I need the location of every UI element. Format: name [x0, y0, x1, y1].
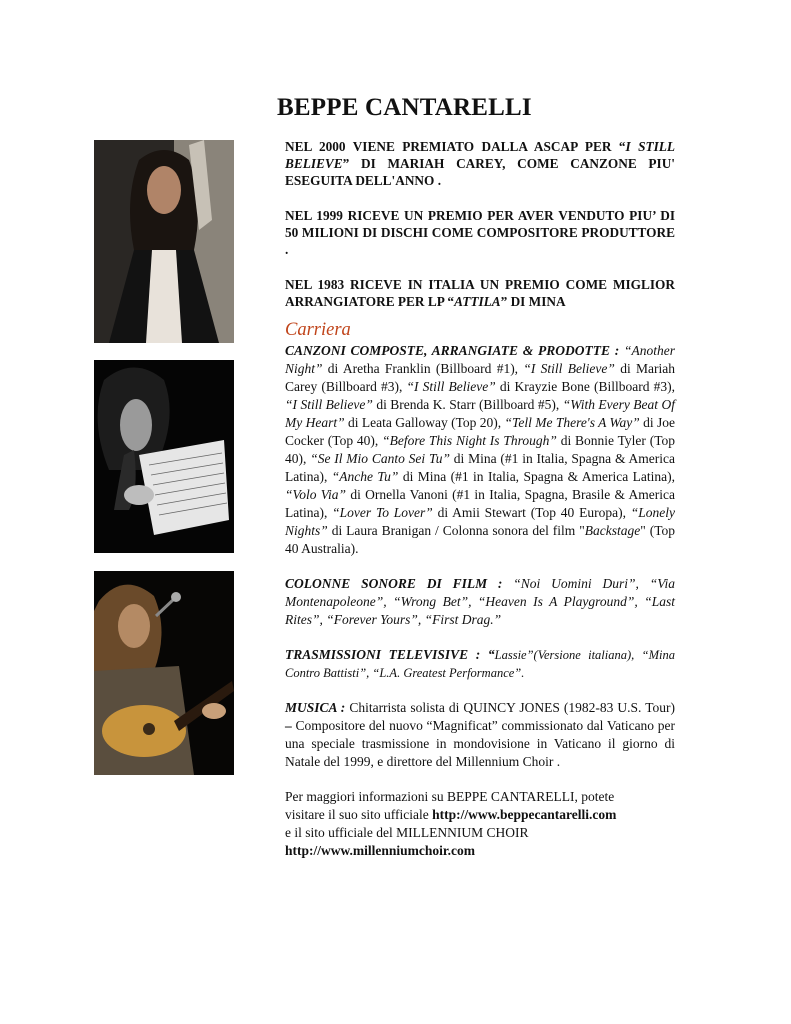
- songs-label: CANZONI COMPOSTE, ARRANGIATE & PRODOTTE :: [285, 343, 620, 358]
- song-credit: di Amii Stewart (Top 40 Europa),: [432, 505, 631, 520]
- song-title: “Before This Night Is Through”: [382, 433, 557, 448]
- info-line-3: e il sito ufficiale del MILLENNIUM CHOIR: [285, 825, 529, 840]
- song-title: “Lonely Nights”: [285, 505, 676, 538]
- films-list: “Noi Uomini Duri”, “Via Montenapoleone”, “Wrong Bet”, “Heaven Is A Playground”, “Last Rites”, “Forever Yours”, “First Drag.”: [285, 576, 676, 627]
- song-title: “I Still Believe”: [406, 379, 496, 394]
- song-credit: di Mina (#1 in Italia, Spagna & America Latina),: [285, 451, 676, 484]
- song-credit: di Bonnie Tyler (Top 40),: [285, 433, 676, 466]
- songs-paragraph: [285, 342, 675, 558]
- performance-photo: [94, 571, 234, 775]
- song-credit: di Mariah Carey (Billboard #3),: [285, 361, 675, 394]
- award-1999: NEL 1999 RICEVE UN PREMIO PER AVER VENDUTO PIU’ DI 50 MILIONI DI DISCHI COME COMPOSITORE PRODUTTORE .: [285, 208, 675, 257]
- award-2000: NEL 2000 VIENE PREMIATO DALLA ASCAP PER “I STILL BELIEVE” DI MARIAH CAREY, COME CANZONE PIU' ESEGUITA DELL'ANNO .: [285, 139, 675, 188]
- website-link[interactable]: http://www.beppecantarelli.com: [432, 807, 617, 822]
- song-credit: " (Top 40 Australia).: [285, 523, 676, 556]
- song-title: “Volo Via”: [285, 487, 347, 502]
- choir-website-link[interactable]: http://www.millenniumchoir.com: [285, 843, 476, 858]
- song-credit: di Leata Galloway (Top 20),: [344, 415, 505, 430]
- awards-section: [285, 138, 675, 310]
- song-title: “Lover To Lover”: [332, 505, 433, 520]
- song-credit: di Aretha Franklin (Billboard #1),: [322, 361, 524, 376]
- song-title: “I Still Believe”: [523, 361, 615, 376]
- song-title: “Tell Me There's A Way”: [504, 415, 640, 430]
- music-label: MUSICA :: [285, 700, 346, 715]
- portrait-photo-1: [94, 140, 234, 343]
- song-credit: di Ornella Vanoni (#1 in Italia, Spagna, Brasile & America Latina),: [285, 487, 676, 520]
- song-title: “Se Il Mio Canto Sei Tu”: [310, 451, 450, 466]
- film-title: Backstage: [584, 523, 641, 538]
- music-paragraph: MUSICA : Chitarrista solista di QUINCY JONES (1982-83 U.S. Tour) – Compositore del nuovo “Magnificat” commissionato dal Vaticano per una speciale trasmissione in mondovisione in Vaticano il giorno di Natale del 1999, e direttore del Millennium Choir .: [285, 700, 675, 769]
- song-title: “I Still Believe”: [285, 397, 373, 412]
- song-title: “Anche Tu”: [331, 469, 399, 484]
- main-content: [285, 138, 675, 860]
- song-credit: di Krayzie Bone (Billboard #3),: [495, 379, 675, 394]
- song-credit: di Laura Branigan / Colonna sonora del film ": [327, 523, 585, 538]
- page-title: BEPPE CANTARELLI: [277, 94, 532, 121]
- info-line-1: Per maggiori informazioni su BEPPE CANTARELLI, potete: [285, 789, 615, 804]
- tv-paragraph: [285, 646, 675, 682]
- info-line-2: visitare il suo sito ufficiale: [285, 807, 433, 822]
- song-credit: di Joe Cocker (Top 40),: [285, 415, 675, 448]
- tv-list: Lassie”(Versione italiana), “Mina Contro Battisti”, “L.A. Greatest Performance”.: [285, 648, 675, 680]
- portrait-photo-2: [94, 360, 234, 553]
- info-paragraph: [285, 788, 675, 860]
- award-1983: NEL 1983 RICEVE IN ITALIA UN PREMIO COME MIGLIOR ARRANGIATORE PER LP “ATTILA” DI MINA: [285, 277, 675, 309]
- song-credit: di Brenda K. Starr (Billboard #5),: [372, 397, 563, 412]
- song-title: “With Every Beat Of My Heart”: [285, 397, 675, 430]
- film-soundtracks-paragraph: [285, 575, 675, 629]
- tv-label: TRASMISSIONI TELEVISIVE : “: [285, 647, 495, 662]
- song-credit: di Mina (#1 in Italia, Spagna & America Latina),: [398, 469, 675, 484]
- films-label: COLONNE SONORE DI FILM :: [285, 576, 503, 591]
- song-title: “Another Night”: [285, 343, 675, 376]
- career-heading: Carriera: [285, 320, 351, 340]
